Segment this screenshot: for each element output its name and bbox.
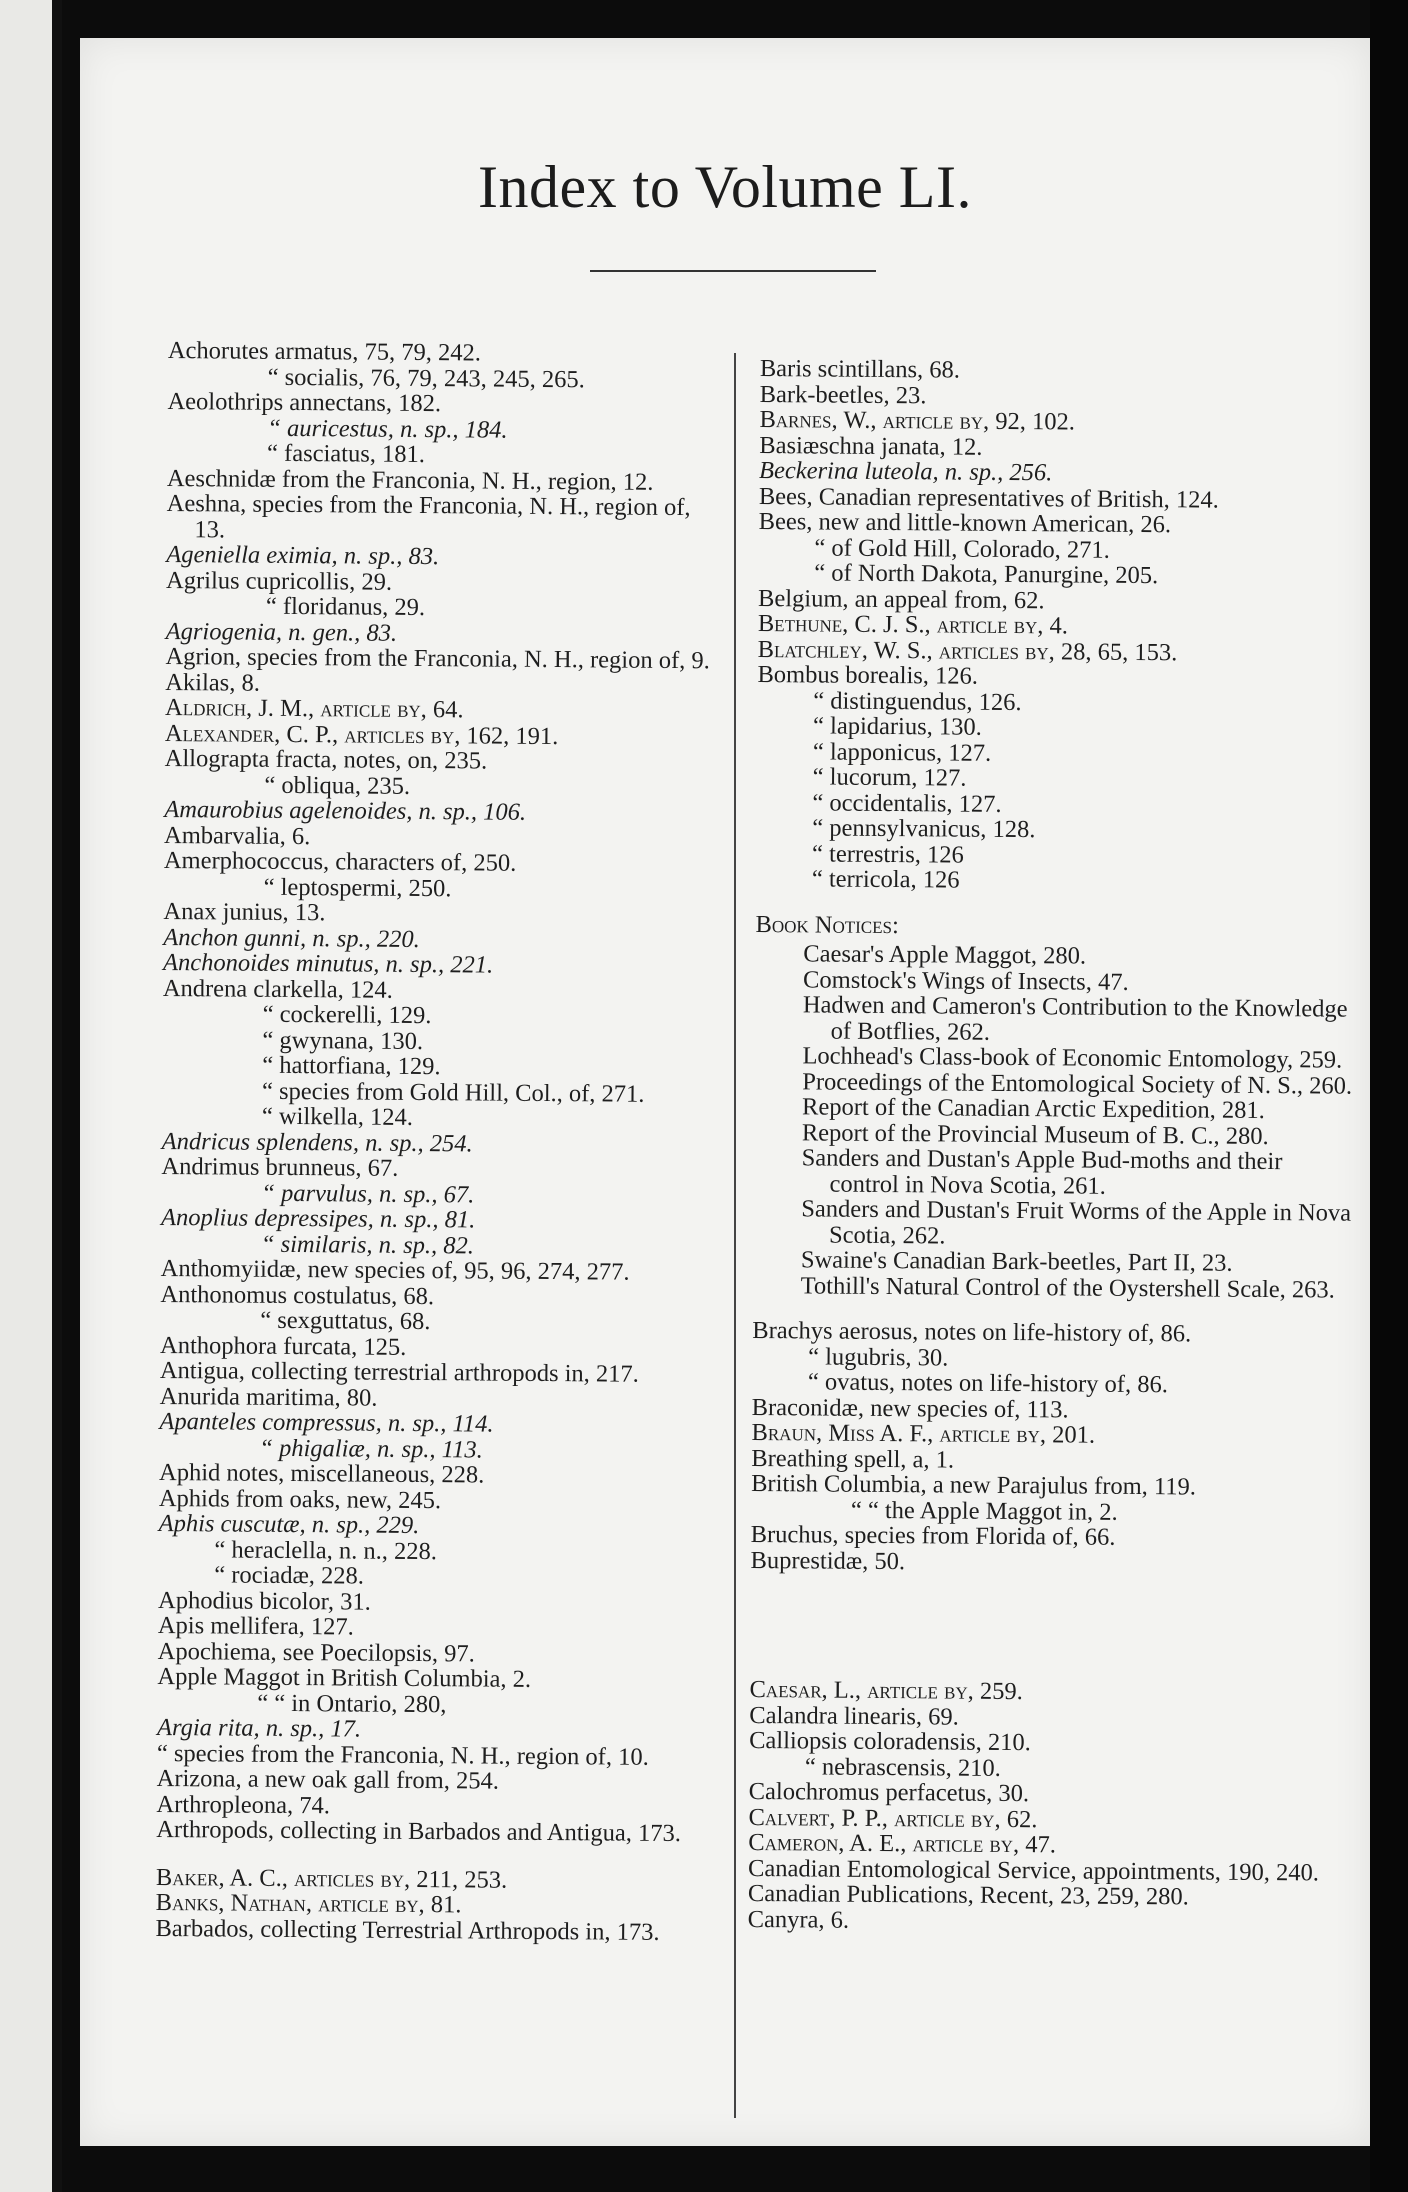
index-entry: Aphids from oaks, new, 245. [158,1484,442,1514]
index-entry: Aphodius bicolor, 31. [157,1586,371,1616]
index-entry: Andrimus brunneus, 67. [161,1152,399,1182]
index-entry: Agrion, species from the Franconia, N. H., region of, 9. [165,642,710,675]
index-entry: Anthonomus costulatus, 68. [160,1280,435,1310]
index-entry: “ floridanus, 29. [265,592,426,622]
index-entry: Canyra, 6. [747,1905,850,1934]
index-entry: Bombus borealis, 126. [757,660,979,690]
index-entry: Antigua, collecting terrestrial arthropods in, 217. [159,1356,639,1388]
index-entry: “ nebrascensis, 210. [804,1752,1001,1782]
index-entry: Aphid notes, miscellaneous, 228. [158,1458,485,1489]
index-entry: “ rociadæ, 228. [214,1561,365,1590]
index-entry: Blatchley, W. S., articles by, 28, 65, 153. [757,635,1178,666]
index-entry: “ cockerelli, 129. [262,1000,432,1030]
index-entry: “ “ in Ontario, 280, [257,1689,447,1718]
adjacent-page-edge [0,0,62,2192]
index-entry: Swaine's Canadian Bark-beetles, Part II, 23. [800,1246,1233,1277]
right-column [748,356,1360,1937]
index-entry: Comstock's Wings of Insects, 47. [802,965,1129,996]
index-entry: Bees, new and little-known American, 26. [758,507,1172,539]
index-entry: Alexander, C. P., articles by, 162, 191. [164,719,559,750]
index-entry: Agriogenia, n. gen., 83. [165,617,398,647]
index-entry: Report of the Provincial Museum of B. C., 280. [801,1118,1269,1150]
index-entry: Sanders and Dustan's Apple Bud-moths and their control in Nova Scotia, 261. [801,1144,1283,1200]
index-entry: Aldrich, J. M., article by, 64. [164,693,464,724]
index-entry: Baris scintillans, 68. [759,355,961,384]
index-entry: British Columbia, a new Parajulus from, 119. [751,1469,1197,1501]
index-entry: Apochiema, see Poecilopsis, 97. [157,1637,475,1667]
index-entry: Braconidæ, new species of, 113. [751,1393,1069,1423]
scan-border [1370,0,1408,2192]
column-divider [734,353,736,2118]
left-column [155,338,728,1945]
index-entry: Andrena clarkella, 124. [162,974,393,1004]
index-entry: Caesar, L., article by, 259. [749,1675,1023,1706]
index-entry: Aeshna, species from the Franconia, N. H., region of, 13. [166,489,691,543]
index-entry: Calliopsis coloradensis, 210. [749,1726,1031,1757]
index-entry: Arthropleona, 74. [156,1790,331,1819]
index-entry: Hadwen and Cameron's Contribution to the Knowledge of Botflies, 262. [802,991,1348,1046]
index-entry: Anurida maritima, 80. [159,1382,378,1412]
index-entry: Breathing spell, a, 1. [751,1444,955,1474]
index-entry: “ auricestus, n. sp., 184. [267,414,508,444]
index-entry: Barbados, collecting Terrestrial Arthropods in, 173. [155,1914,660,1946]
index-entry: “ “ the Apple Maggot in, 2. [850,1496,1118,1526]
section-gap [750,1573,1351,1682]
index-entry: “ heraclella, n. n., 228. [214,1535,438,1565]
index-entry: Aeolothrips annectans, 182. [167,387,442,418]
index-entry: “ pennsylvanicus, 128. [812,814,1036,844]
index-entry: Bees, Canadian representatives of British, 124. [758,482,1219,514]
title-rule [590,270,876,272]
index-entry: Report of the Canadian Arctic Expedition, 281. [801,1093,1265,1124]
index-entry: Amerphococcus, characters of, 250. [163,846,517,877]
index-entry: “ similaris, n. sp., 82. [260,1230,475,1259]
index-entry: Lochhead's Class-book of Economic Entomology, 259. [802,1042,1343,1074]
index-entry: Baker, A. C., articles by, 211, 253. [155,1863,508,1894]
index-entry: Apanteles compressus, n. sp., 114. [159,1407,494,1438]
index-entry: Ambarvalia, 6. [163,821,311,850]
index-entry: Beckerina luteola, n. sp., 256. [758,456,1053,487]
index-entry: “ hattorfiana, 129. [262,1051,441,1081]
index-entry: “ sexguttatus, 68. [260,1306,431,1336]
index-entry: Sanders and Dustan's Fruit Worms of the Apple in Nova Scotia, 262. [801,1195,1352,1249]
index-entry: Anthophora furcata, 125. [159,1331,407,1361]
section-heading: Book Notices: [755,910,899,939]
index-entry: Caesar's Apple Maggot, 280. [803,940,1087,970]
index-entry: Calandra linearis, 69. [749,1701,959,1731]
index-entry: “ lucorum, 127. [812,763,967,792]
index-entry: “ wilkella, 124. [261,1102,414,1131]
index-entry: Arthropods, collecting in Barbados and Antigua, 173. [156,1815,682,1848]
index-entry: Bark-beetles, 23. [759,380,927,409]
index-entry: “ obliqua, 235. [264,771,411,800]
index-entry: Akilas, 8. [165,668,260,697]
index-entry: “ lapidarius, 130. [812,712,982,741]
index-entry: Cameron, A. E., article by, 47. [748,1828,1056,1859]
index-entry: “ parvulus, n. sp., 67. [261,1179,475,1208]
index-entry: Canadian Entomological Service, appointments, 190, 240. [748,1854,1320,1886]
index-entry: Barnes, W., article by, 92, 102. [759,405,1076,436]
index-entry: Andricus splendens, n. sp., 254. [161,1127,473,1157]
index-entry: “ of Gold Hill, Colorado, 271. [814,533,1110,564]
index-entry: Aphis cuscutæ, n. sp., 229. [158,1509,420,1540]
index-entry: Anthomyiidæ, new species of, 95, 96, 274, 277. [160,1254,630,1286]
index-entry: Bruchus, species from Florida of, 66. [750,1520,1116,1551]
index-entry: Braun, Miss A. F., article by, 201. [751,1418,1096,1449]
index-entry: “ lugubris, 30. [808,1342,949,1372]
index-entry: Ageniella eximia, n. sp., 83. [166,540,440,571]
index-entry: Tothill's Natural Control of the Oystershell Scale, 263. [800,1271,1335,1304]
index-entry: Canadian Publications, Recent, 23, 259, 280. [747,1879,1189,1911]
index-page [80,38,1370,2146]
index-entry: Calvert, P. P., article by, 62. [748,1803,1038,1833]
index-entry: Buprestidæ, 50. [750,1546,906,1575]
index-entry: Anax junius, 13. [163,897,326,927]
index-entry: Anchon gunni, n. sp., 220. [163,923,420,953]
page-title: Index to Volume LI. [478,154,972,220]
index-entry: “ distinguendus, 126. [813,686,1022,716]
index-entry: Proceedings of the Entomological Society of N. S., 260. [802,1067,1353,1100]
index-entry: Amaurobius agelenoides, n. sp., 106. [164,795,527,826]
index-entry: Achorutes armatus, 75, 79, 242. [167,337,481,367]
index-entry: “ species from Gold Hill, Col., of, 271. [261,1077,645,1108]
index-entry: Banks, Nathan, article by, 81. [155,1888,462,1919]
index-entry: “ ovatus, notes on life-history of, 86. [807,1368,1168,1399]
index-entry: “ gwynana, 130. [262,1026,424,1055]
index-entry: Bethune, C. J. S., article by, 4. [757,609,1069,640]
index-entry: Anoplius depressipes, n. sp., 81. [160,1203,476,1234]
index-entry: “ leptospermi, 250. [263,873,452,902]
index-entry: “ terrestris, 126 [811,839,964,869]
index-entry: Basiæschna janata, 12. [759,431,983,461]
index-entry: Apis mellifera, 127. [157,1611,354,1641]
index-entry: “ fasciatus, 181. [266,439,426,469]
index-entry: “ of North Dakota, Panurgine, 205. [814,559,1159,590]
index-entry: “ occidentalis, 127. [812,788,1002,818]
index-entry: “ species from the Franconia, N. H., region of, 10. [156,1739,649,1771]
index-entry: Aeschnidæ from the Franconia, N. H., region, 12. [166,464,654,496]
index-entry: Calochromus perfacetus, 30. [748,1777,1030,1808]
index-entry: Arizona, a new oak gall from, 254. [156,1764,500,1795]
index-entry: Belgium, an appeal from, 62. [757,584,1045,614]
index-entry: “ phigaliæ, n. sp., 113. [259,1434,483,1464]
index-entry: Agrilus cupricollis, 29. [165,566,393,596]
index-entry: Allograpta fracta, notes, on, 235. [164,744,488,775]
index-entry: Argia rita, n. sp., 17. [156,1713,362,1743]
index-entry: Anchonoides minutus, n. sp., 221. [162,948,494,979]
index-entry: “ socialis, 76, 79, 243, 245, 265. [267,363,585,393]
index-entry: Apple Maggot in British Columbia, 2. [157,1662,532,1693]
index-entry: “ lapponicus, 127. [812,737,992,767]
index-entry: “ terricola, 126 [811,865,960,894]
index-entry: Brachys aerosus, notes on life-history of, 86. [752,1316,1192,1348]
